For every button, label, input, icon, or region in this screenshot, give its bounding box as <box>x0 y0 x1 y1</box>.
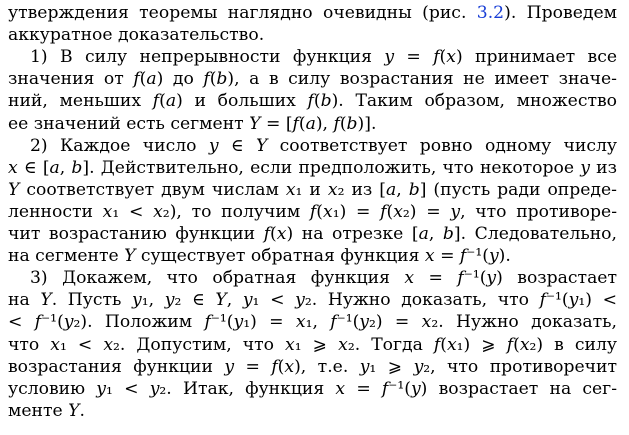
text-line <box>8 378 617 400</box>
text-run: 3) Докажем, что обратная функция 𝑥 = 𝑓⁻¹(𝑦) возрастает <box>30 268 617 289</box>
text-run: возрастания функции 𝑦 = 𝑓(𝑥), т.е. 𝑦₁ ⩾ 𝑦₂, что противоречит <box>8 356 617 377</box>
text-run: ний, меньших 𝑓(𝑎) и больших 𝑓(𝑏). Таким образом, множество <box>8 91 617 112</box>
text-line <box>30 46 617 68</box>
text-line <box>8 201 617 223</box>
text-line <box>8 245 617 267</box>
figure-reference-link[interactable]: 3.2 <box>476 3 505 23</box>
text-line <box>8 334 617 356</box>
text-run: на сегменте 𝑌 существует обратная функция 𝑥 = 𝑓⁻¹(𝑦). <box>8 246 511 267</box>
text-line <box>8 289 617 311</box>
text-line <box>8 24 617 46</box>
text-run: значения от 𝑓(𝑎) до 𝑓(𝑏), а в силу возрастания не имеет значе- <box>8 69 617 90</box>
text-run: чит возрастанию функции 𝑓(𝑥) на отрезке [𝑎, 𝑏]. Следовательно, <box>8 224 617 244</box>
text-run: 𝑌 соответствует двум числам 𝑥₁ и 𝑥₂ из [𝑎, 𝑏] (пусть ради опреде- <box>8 179 617 200</box>
text-run: что 𝑥₁ < 𝑥₂. Допустим, что 𝑥₁ ⩾ 𝑥₂. Тогда 𝑓(𝑥₁) ⩾ 𝑓(𝑥₂) в силу <box>8 334 617 355</box>
text-line <box>8 179 617 201</box>
text-run: ). Проведем <box>504 3 617 23</box>
text-line <box>8 223 617 245</box>
text-run: ее значений есть сегмент 𝑌 = [𝑓(𝑎), 𝑓(𝑏)]. <box>8 113 377 134</box>
text-run: утверждения теоремы наглядно очевидны (рис. <box>8 3 477 23</box>
text-line <box>8 356 617 378</box>
text-run: 1) В силу непрерывности функция 𝑦 = 𝑓(𝑥) принимает все <box>30 47 617 68</box>
text-run: аккуратное доказательство. <box>8 25 265 46</box>
text-run: 2) Каждое число 𝑦 ∈ 𝑌 соответствует ровно одному числу <box>30 135 617 156</box>
text-run: ленности 𝑥₁ < 𝑥₂), то получим 𝑓(𝑥₁) = 𝑓(𝑥₂) = 𝑦, что противоре- <box>8 201 617 222</box>
text-line <box>8 113 617 135</box>
text-line <box>30 135 617 157</box>
text-line <box>8 68 617 90</box>
text-line <box>8 90 617 112</box>
text-run: условию 𝑦₁ < 𝑦₂. Итак, функция 𝑥 = 𝑓⁻¹(𝑦) возрастает на сег- <box>8 378 617 399</box>
text-line <box>30 267 617 289</box>
text-line <box>8 157 617 179</box>
text-run: < 𝑓⁻¹(𝑦₂). Положим 𝑓⁻¹(𝑦₁) = 𝑥₁, 𝑓⁻¹(𝑦₂) = 𝑥₂. Нужно доказать, <box>8 312 617 333</box>
text-line <box>8 2 617 24</box>
text-line <box>8 400 617 422</box>
text-run: на 𝑌. Пусть 𝑦₁, 𝑦₂ ∈ 𝑌, 𝑦₁ < 𝑦₂. Нужно доказать, что 𝑓⁻¹(𝑦₁) < <box>8 290 617 311</box>
text-line <box>8 311 617 333</box>
text-run: менте 𝑌. <box>8 400 85 421</box>
text-run: 𝑥 ∈ [𝑎, 𝑏]. Действительно, если предположить, что некоторое 𝑦 из <box>8 157 617 178</box>
